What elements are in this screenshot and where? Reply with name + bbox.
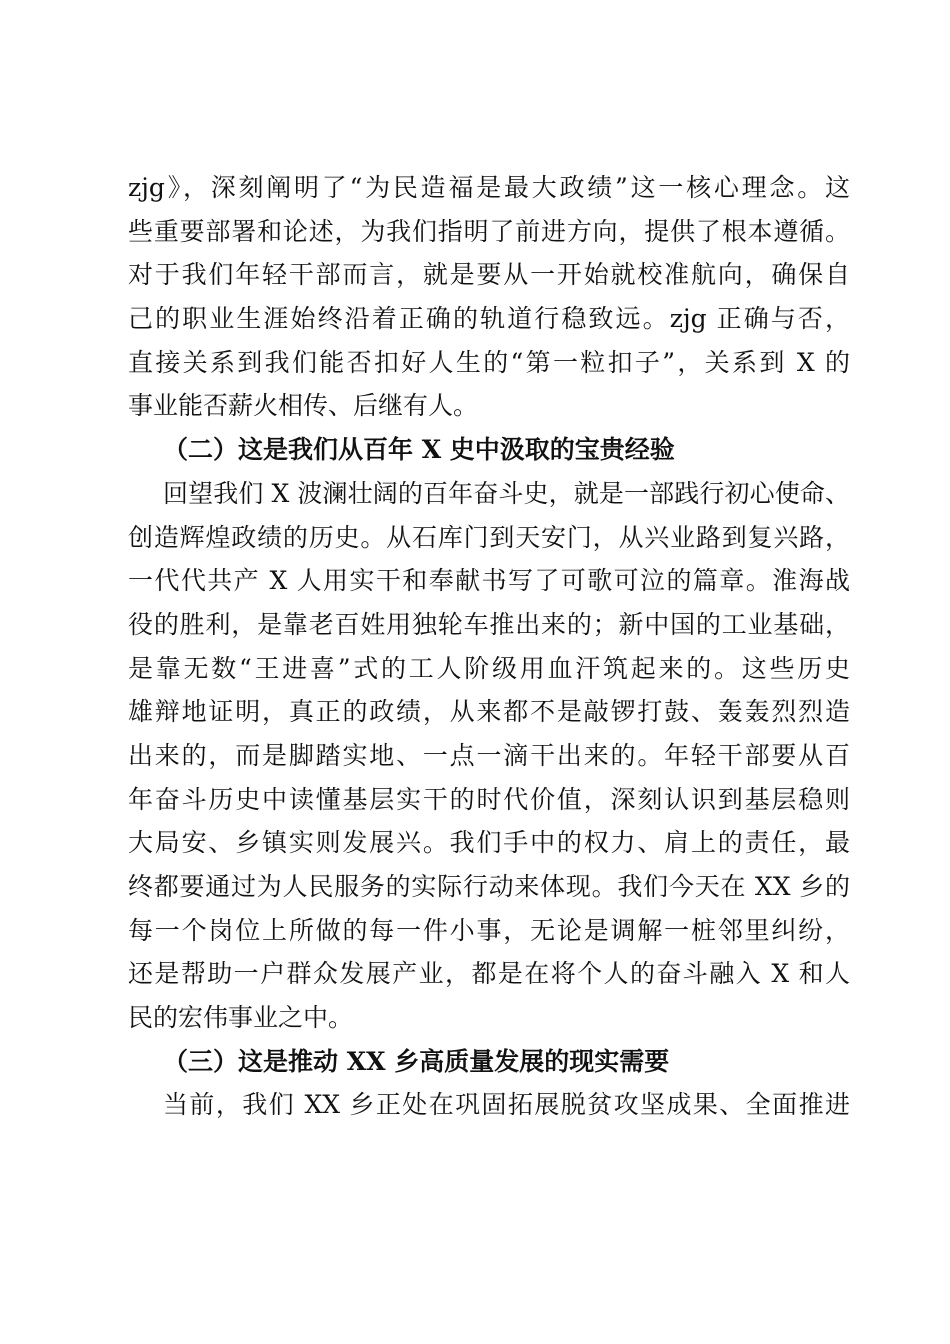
- body-line: 还是帮助一户群众发展产业，都是在将个人的奋斗融入 X 和人: [128, 959, 850, 989]
- section-heading-2: （二）这是我们从百年 X 史中汲取的宝贵经验: [163, 435, 675, 465]
- body-line: 一代代共产 X 人用实干和奉献书写了可歌可泣的篇章。淮海战: [128, 566, 850, 596]
- body-line: 直接关系到我们能否扣好人生的“第一粒扣子”，关系到 X 的: [128, 347, 850, 377]
- body-line: 年奋斗历史中读懂基层实干的时代价值，深刻认识到基层稳则: [128, 784, 850, 814]
- paragraph-first-line: 回望我们 X 波澜壮阔的百年奋斗史，就是一部践行初心使命、: [163, 478, 850, 508]
- body-line: 是靠无数“王进喜”式的工人阶级用血汗筑起来的。这些历史: [128, 653, 850, 683]
- paragraph-first-line: 当前，我们 XX 乡正处在巩固拓展脱贫攻坚成果、全面推进: [163, 1090, 850, 1120]
- document-body: [128, 166, 850, 1127]
- body-line: 每一个岗位上所做的每一件小事，无论是调解一桩邻里纠纷，: [128, 915, 850, 945]
- body-line: 些重要部署和论述，为我们指明了前进方向，提供了根本遵循。: [128, 216, 850, 246]
- body-line: 雄辩地证明，真正的政绩，从来都不是敲锣打鼓、轰轰烈烈造: [128, 697, 850, 727]
- body-line: 己的职业生涯始终沿着正确的轨道行稳致远。zjg 正确与否，: [128, 304, 850, 334]
- body-line: zjg》，深刻阐明了“为民造福是最大政绩”这一核心理念。这: [128, 173, 850, 202]
- body-line: 役的胜利，是靠老百姓用独轮车推出来的；新中国的工业基础，: [128, 609, 850, 639]
- body-line: 民的宏伟事业之中。: [128, 1003, 354, 1033]
- body-line: 出来的，而是脚踏实地、一点一滴干出来的。年轻干部要从百: [128, 740, 850, 770]
- body-line: 创造辉煌政绩的历史。从石库门到天安门，从兴业路到复兴路，: [128, 522, 850, 552]
- body-line: 大局安、乡镇实则发展兴。我们手中的权力、肩上的责任，最: [128, 828, 850, 858]
- section-heading-3: （三）这是推动 XX 乡高质量发展的现实需要: [163, 1046, 670, 1076]
- body-line: 事业能否薪火相传、后继有人。: [128, 391, 479, 421]
- body-line: 终都要通过为人民服务的实际行动来体现。我们今天在 XX 乡的: [128, 872, 850, 901]
- body-line: 对于我们年轻干部而言，就是要从一开始就校准航向，确保自: [128, 260, 850, 290]
